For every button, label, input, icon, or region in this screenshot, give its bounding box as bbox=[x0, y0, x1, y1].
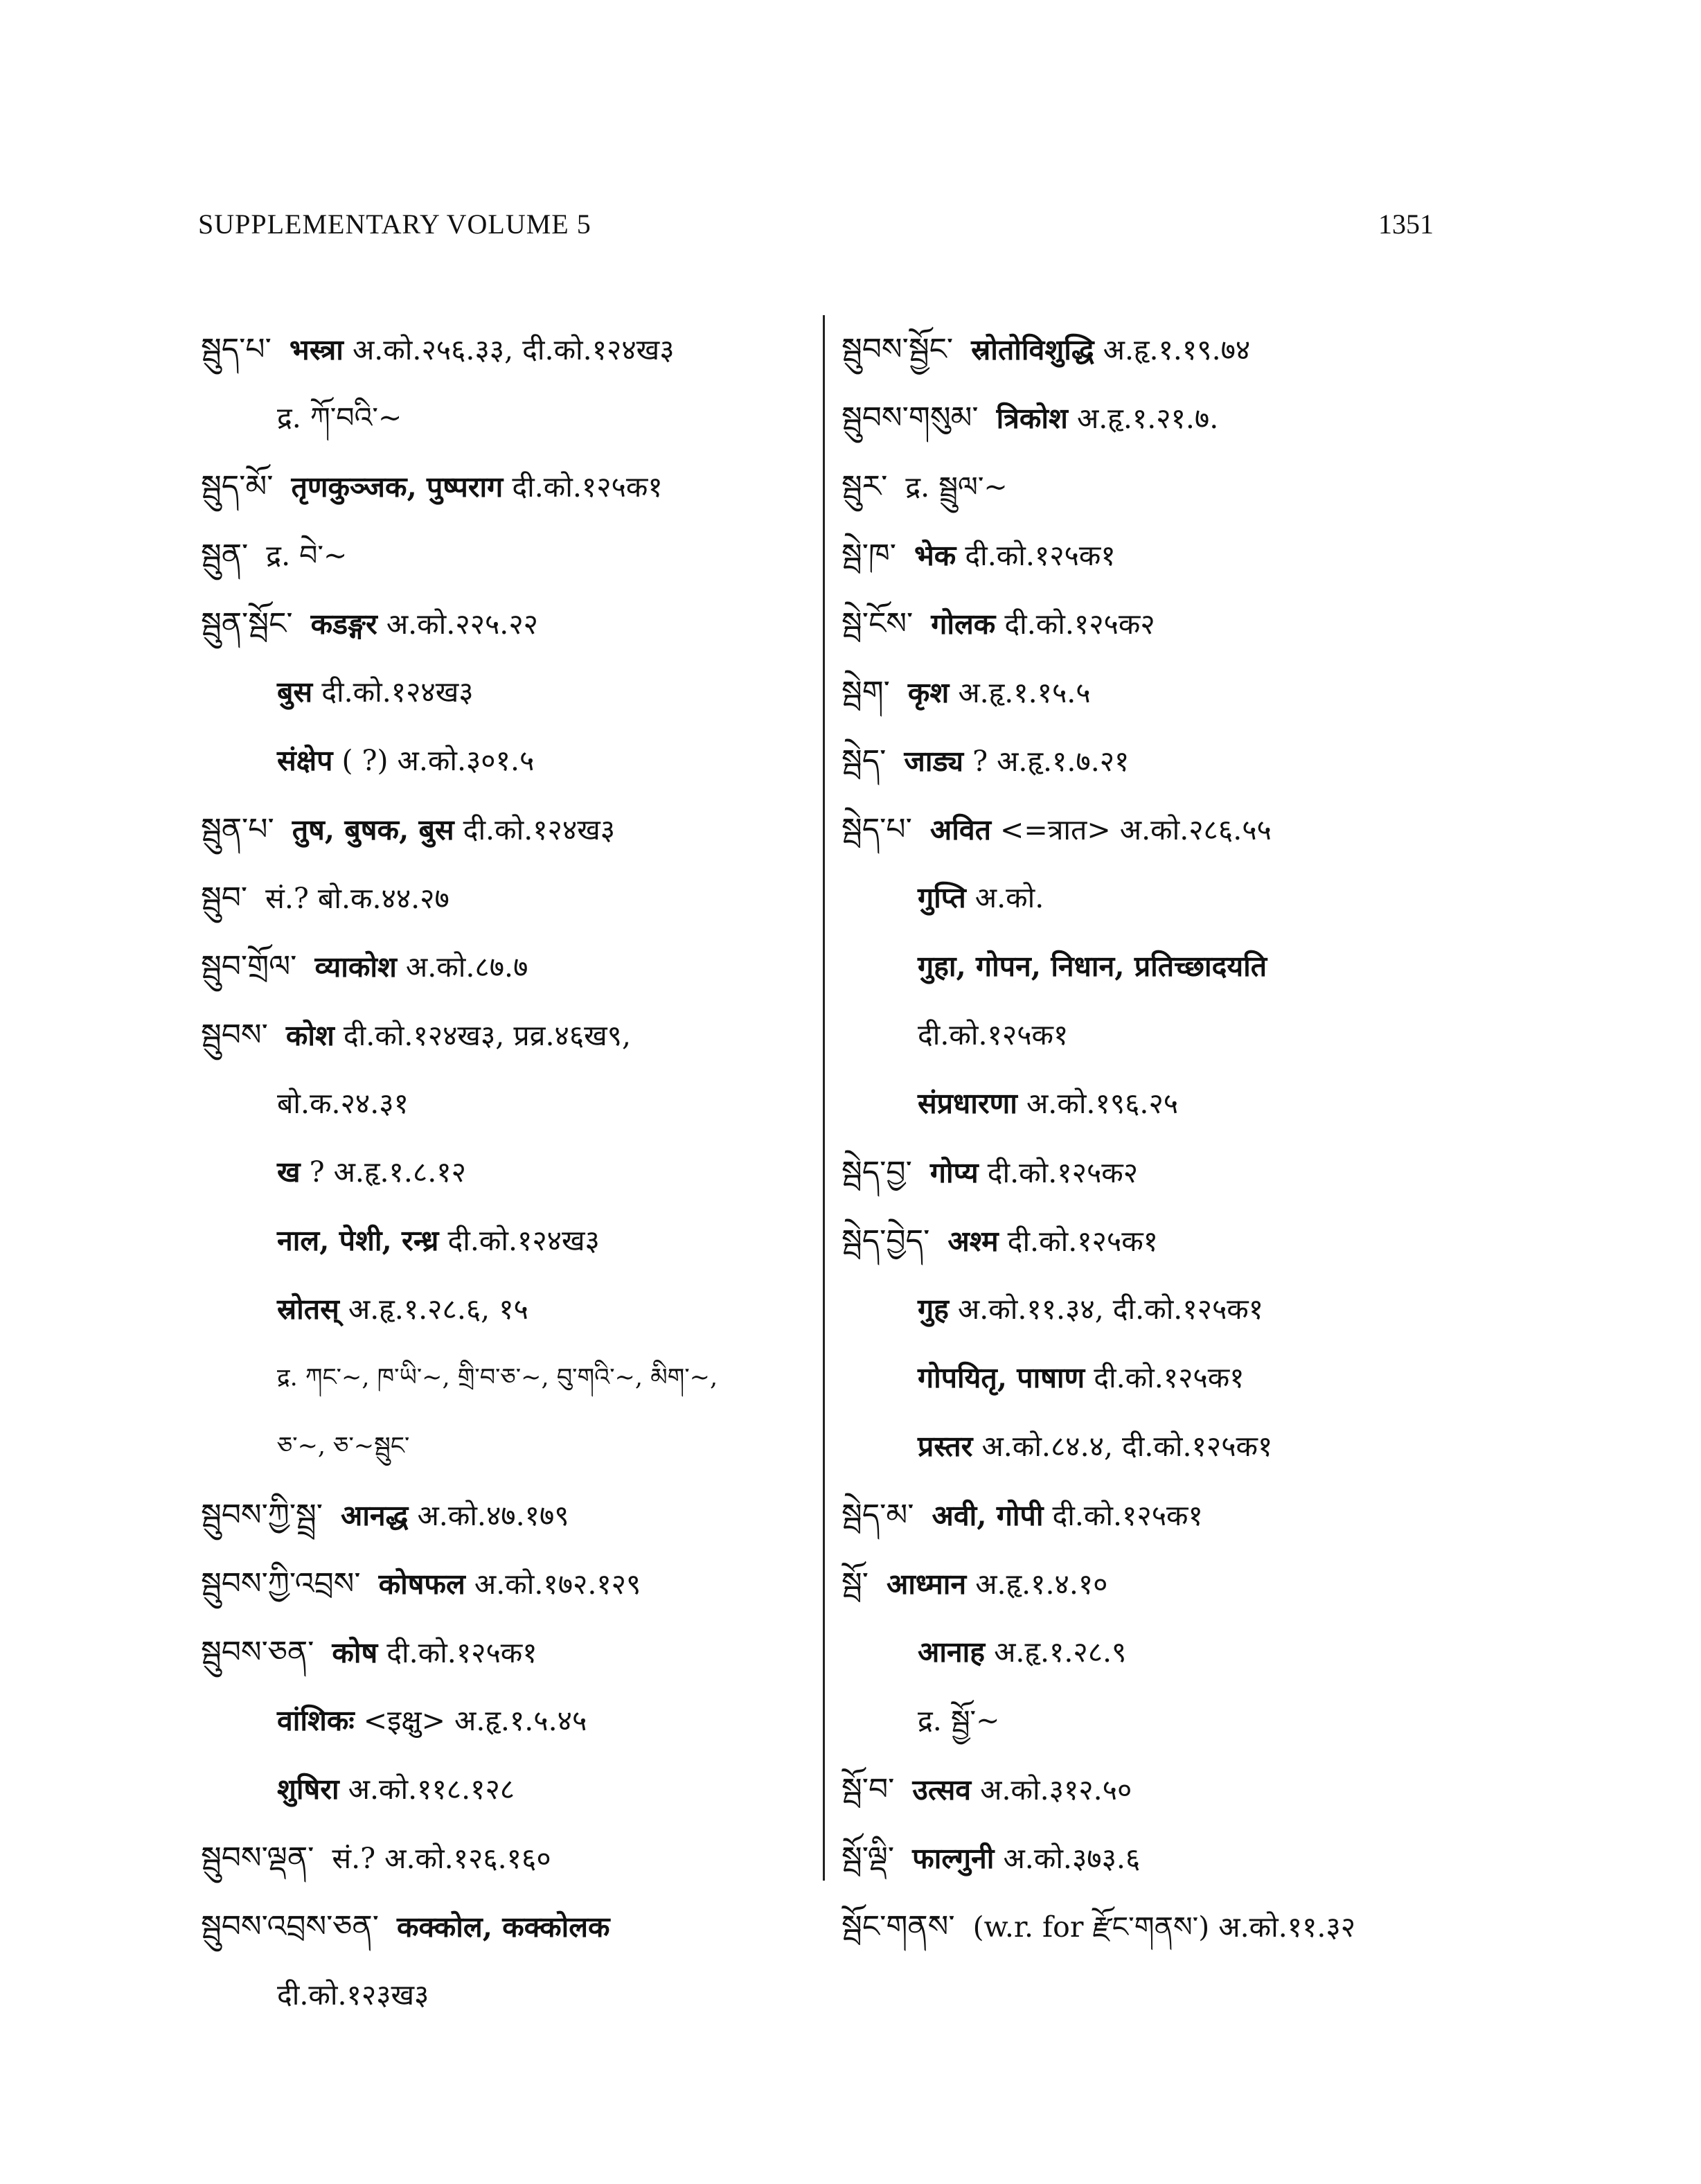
sanskrit-equivalent: संप्रधारणा bbox=[918, 1087, 1017, 1120]
tibetan-headword: སྦུབས་ཀྱི་འབྲས་ bbox=[201, 1566, 361, 1601]
page-number: 1351 bbox=[1378, 208, 1434, 240]
dictionary-entry bbox=[841, 727, 1465, 795]
sanskrit-equivalent: संक्षेप bbox=[277, 744, 333, 777]
source-reference: दी.को.१२५क१ bbox=[1052, 1499, 1203, 1532]
dictionary-subentry bbox=[201, 1687, 810, 1755]
dictionary-entry bbox=[201, 1481, 810, 1550]
tibetan-headword: སྦུབས་ཅན་ bbox=[201, 1635, 314, 1670]
column-divider bbox=[823, 315, 825, 1881]
dictionary-entry bbox=[841, 1138, 1465, 1207]
source-reference: (w.r. for རྫོང་གནས་) अ.को.११.३२ bbox=[972, 1910, 1356, 1944]
dictionary-subentry bbox=[841, 1069, 1465, 1138]
source-reference: ཅ་~, ཅ་~སྦུང་ bbox=[277, 1432, 410, 1460]
dictionary-subentry bbox=[201, 1344, 810, 1412]
source-reference: अ.को.११.३४, दी.को.१२५क१ bbox=[957, 1293, 1264, 1326]
sanskrit-equivalent: भेक bbox=[914, 539, 956, 572]
dictionary-subentry bbox=[841, 932, 1465, 1001]
source-reference: दी.को.१२५क१ bbox=[1094, 1361, 1245, 1394]
source-reference: अ.को.२५६.३३, दी.को.१२४ख३ bbox=[352, 333, 675, 366]
tibetan-headword: སྦེད་པ་ bbox=[841, 812, 912, 847]
sanskrit-equivalent: स्रोतस् bbox=[277, 1293, 339, 1326]
sanskrit-equivalent: स्रोतोविशुद्धि bbox=[971, 333, 1094, 366]
dictionary-entry bbox=[201, 795, 810, 864]
dictionary-subentry bbox=[201, 727, 810, 795]
sanskrit-equivalent: तुष, बुषक, बुस bbox=[292, 813, 454, 846]
left-column bbox=[201, 315, 810, 2030]
sanskrit-equivalent: अवी, गोपी bbox=[932, 1499, 1044, 1532]
source-reference: अ.को.४७.१७९ bbox=[417, 1499, 569, 1532]
tibetan-headword: སྦོ་ལྡི་ bbox=[841, 1840, 895, 1876]
dictionary-entry bbox=[841, 1892, 1465, 1961]
tibetan-headword: སྦེད་བྱེད་ bbox=[841, 1223, 930, 1259]
source-reference: दी.को.१२५क२ bbox=[1004, 607, 1155, 641]
source-reference: दी.को.१२४ख३ bbox=[447, 1224, 600, 1257]
source-reference: अ.को.८७.७ bbox=[405, 950, 528, 984]
page-header-title: SUPPLEMENTARY VOLUME 5 bbox=[198, 208, 591, 240]
tibetan-headword: སྦུབ་ bbox=[201, 880, 248, 916]
source-reference: अ.हृ.१.२८.६, १५ bbox=[348, 1293, 528, 1326]
source-reference: दी.को.१२५क१ bbox=[386, 1636, 537, 1669]
tibetan-headword: སྦུབ་གྲོལ་ bbox=[201, 949, 297, 984]
source-reference: ? अ.हृ.१.७.२१ bbox=[972, 745, 1130, 778]
source-reference: अ.को.३१२.५० bbox=[980, 1773, 1132, 1806]
sanskrit-equivalent: अवित bbox=[929, 813, 991, 846]
dictionary-subentry bbox=[841, 1001, 1465, 1069]
dictionary-entry bbox=[201, 452, 810, 521]
source-reference: अ.को.२२५.२२ bbox=[386, 607, 538, 641]
sanskrit-equivalent: कक्कोल, कक्कोलक bbox=[396, 1910, 610, 1944]
source-reference: ? अ.हृ.१.८.१२ bbox=[309, 1155, 466, 1189]
dictionary-entry bbox=[841, 384, 1465, 452]
sanskrit-equivalent: नाल, पेशी, रन्ध्र bbox=[277, 1224, 439, 1257]
tibetan-headword: སྦེད་མ་ bbox=[841, 1498, 914, 1533]
right-column bbox=[841, 315, 1465, 1961]
sanskrit-equivalent: आध्मान bbox=[886, 1568, 967, 1601]
source-reference: दी.को.१२४ख३ bbox=[463, 813, 616, 846]
sanskrit-equivalent: ख bbox=[277, 1155, 301, 1189]
dictionary-entry bbox=[201, 1618, 810, 1687]
tibetan-headword: སྦུན་པ་ bbox=[201, 812, 274, 847]
dictionary-entry bbox=[201, 521, 810, 589]
tibetan-headword: སྦེད་ bbox=[841, 743, 887, 779]
dictionary-entry bbox=[201, 1824, 810, 1892]
dictionary-entry bbox=[201, 932, 810, 1001]
dictionary-entry bbox=[841, 1481, 1465, 1550]
dictionary-entry bbox=[201, 1001, 810, 1069]
source-reference: अ.को.३७३.६ bbox=[1003, 1842, 1141, 1875]
source-reference: अ.को. bbox=[974, 881, 1044, 914]
dictionary-subentry bbox=[841, 1618, 1465, 1687]
sanskrit-equivalent: गुप्ति bbox=[918, 881, 966, 914]
source-reference: द्र. སྦྲུལ་~ bbox=[905, 470, 1008, 504]
sanskrit-equivalent: वांशिकः bbox=[277, 1704, 355, 1737]
tibetan-headword: སྦེ་ངོས་ bbox=[841, 606, 914, 641]
dictionary-subentry bbox=[841, 1344, 1465, 1412]
sanskrit-equivalent: शुषिरा bbox=[277, 1773, 339, 1806]
dictionary-entry bbox=[841, 658, 1465, 727]
source-reference: दी.को.१२५क१ bbox=[1007, 1225, 1159, 1258]
sanskrit-equivalent: गुह bbox=[918, 1293, 949, 1326]
source-reference: द्र. ཀོ་བའི་~ bbox=[277, 401, 402, 434]
sanskrit-equivalent: तृणकुञ्जक, पुष्पराग bbox=[291, 470, 504, 504]
dictionary-subentry bbox=[841, 1275, 1465, 1344]
dictionary-entry bbox=[841, 795, 1465, 864]
dictionary-entry bbox=[841, 452, 1465, 521]
dictionary-entry bbox=[201, 1892, 810, 1961]
tibetan-headword: སྦུད་པ་ bbox=[201, 332, 271, 367]
dictionary-entry bbox=[841, 1207, 1465, 1275]
source-reference: अ.को.११८.१२८ bbox=[348, 1773, 515, 1806]
sanskrit-equivalent: कृश bbox=[907, 676, 950, 709]
source-reference: सं.? बो.क.४४.२७ bbox=[265, 882, 449, 915]
source-reference: दी.को.१२५क१ bbox=[512, 470, 663, 504]
sanskrit-equivalent: गोपयितृ, पाषाण bbox=[918, 1361, 1085, 1394]
source-reference: दी.को.१२५क१ bbox=[965, 539, 1116, 572]
source-reference: ( ?) अ.को.३०१.५ bbox=[341, 744, 535, 777]
dictionary-subentry bbox=[841, 1412, 1465, 1481]
dictionary-subentry bbox=[841, 864, 1465, 932]
dictionary-subentry bbox=[201, 1412, 810, 1481]
dictionary-entry bbox=[841, 1550, 1465, 1618]
source-reference: अ.हृ.१.१९.७४ bbox=[1103, 333, 1251, 366]
dictionary-subentry bbox=[201, 1755, 810, 1824]
tibetan-headword: སྦུབས་སྦྱོང་ bbox=[841, 332, 954, 367]
dictionary-entry bbox=[841, 1824, 1465, 1892]
source-reference: दी.को.१२४ख३ bbox=[321, 675, 474, 709]
source-reference: अ.को.१९६.२५ bbox=[1026, 1087, 1179, 1120]
source-reference: बो.क.२४.३१ bbox=[277, 1087, 409, 1120]
dictionary-subentry bbox=[201, 1275, 810, 1344]
dictionary-subentry bbox=[201, 1961, 810, 2030]
source-reference: द्र. སྦྱོ་~ bbox=[918, 1704, 1000, 1737]
dictionary-entry bbox=[841, 1755, 1465, 1824]
sanskrit-equivalent: उत्सव bbox=[912, 1773, 972, 1806]
dictionary-entry bbox=[201, 864, 810, 932]
sanskrit-equivalent: प्रस्तर bbox=[918, 1430, 973, 1463]
tibetan-headword: སྦུབས་ལྡན་ bbox=[201, 1840, 314, 1876]
tibetan-headword: སྦེ་ཁ་ bbox=[841, 538, 896, 573]
tibetan-headword: སྦུར་ bbox=[841, 469, 888, 504]
sanskrit-equivalent: जाड्य bbox=[904, 745, 964, 778]
tibetan-headword: སྦུན་སྦོང་ bbox=[201, 606, 293, 641]
sanskrit-equivalent: गोप्य bbox=[929, 1156, 979, 1189]
dictionary-subentry bbox=[201, 658, 810, 727]
tibetan-headword: སྦེག་ bbox=[841, 675, 890, 710]
tibetan-headword: སྦུད་མོ་ bbox=[201, 469, 274, 504]
source-reference: द्र. བེ་~ bbox=[266, 539, 348, 572]
sanskrit-equivalent: कोश bbox=[285, 1019, 335, 1052]
sanskrit-equivalent: त्रिकोश bbox=[996, 402, 1068, 435]
sanskrit-equivalent: बुस bbox=[277, 675, 313, 709]
dictionary-entry bbox=[201, 315, 810, 384]
dictionary-subentry bbox=[201, 1207, 810, 1275]
source-reference: अ.हृ.१.४.१० bbox=[975, 1568, 1108, 1601]
tibetan-headword: སྦོ་ bbox=[841, 1566, 869, 1601]
source-reference: <=त्रात> अ.को.२८६.५५ bbox=[1000, 813, 1272, 846]
source-reference: दी.को.१२५क१ bbox=[918, 1018, 1069, 1051]
tibetan-headword: སྦུབས་ bbox=[201, 1018, 268, 1053]
tibetan-headword: སྦུབས་འབྲས་ཅན་ bbox=[201, 1909, 379, 1944]
sanskrit-equivalent: फाल्गुनी bbox=[912, 1842, 995, 1875]
sanskrit-equivalent: अश्म bbox=[947, 1225, 999, 1258]
sanskrit-equivalent: कडङ्गर bbox=[310, 607, 377, 641]
source-reference: <इक्षु> अ.हृ.१.५.४५ bbox=[363, 1704, 587, 1737]
sanskrit-equivalent: भस्त्रा bbox=[289, 333, 344, 366]
source-reference: अ.हृ.१.२१.७. bbox=[1076, 402, 1219, 435]
source-reference: सं.? अ.को.१२६.१६० bbox=[332, 1842, 551, 1875]
dictionary-entry bbox=[841, 521, 1465, 589]
tibetan-headword: སྦེད་བྱ་ bbox=[841, 1155, 912, 1190]
source-reference: अ.हृ.१.२८.९ bbox=[994, 1635, 1127, 1669]
tibetan-headword: སྦོང་གནས་ bbox=[841, 1909, 955, 1944]
dictionary-entry bbox=[841, 315, 1465, 384]
source-reference: दी.को.१२५क२ bbox=[987, 1156, 1139, 1189]
sanskrit-equivalent: कोषफल bbox=[378, 1568, 465, 1601]
source-reference: अ.को.८४.४, दी.को.१२५क१ bbox=[981, 1430, 1273, 1463]
sanskrit-equivalent: आनाह bbox=[918, 1635, 986, 1669]
dictionary-subentry bbox=[201, 1069, 810, 1138]
tibetan-headword: སྦུན་ bbox=[201, 538, 249, 573]
source-reference: दी.को.१२३ख३ bbox=[277, 1978, 429, 2012]
dictionary-subentry bbox=[201, 1138, 810, 1207]
sanskrit-equivalent: कोष bbox=[332, 1636, 378, 1669]
dictionary-entry bbox=[201, 1550, 810, 1618]
sanskrit-equivalent: व्याकोश bbox=[314, 950, 397, 984]
tibetan-headword: སྦུབས་ཀྱི་སྦྲ་ bbox=[201, 1498, 323, 1533]
tibetan-headword: སྦུབས་གསུམ་ bbox=[841, 400, 979, 436]
dictionary-entry bbox=[201, 589, 810, 658]
sanskrit-equivalent: गोलक bbox=[931, 607, 996, 641]
sanskrit-equivalent: आनद्ध bbox=[341, 1499, 409, 1532]
dictionary-subentry bbox=[201, 384, 810, 452]
source-reference: द्र. ཀང་~, ཁ་ཡི་~, གྲི་བ་ཅ་~, བུ་གའི་~, མིག་~, bbox=[277, 1364, 718, 1392]
source-reference: अ.हृ.१.१५.५ bbox=[958, 676, 1091, 709]
tibetan-headword: སྦོ་བ་ bbox=[841, 1772, 895, 1807]
source-reference: अ.को.१७२.१२९ bbox=[474, 1568, 641, 1601]
dictionary-subentry bbox=[841, 1687, 1465, 1755]
source-reference: दी.को.१२४ख३, प्रव्र.४६ख९, bbox=[343, 1019, 632, 1052]
sanskrit-equivalent: गुहा, गोपन, निधान, प्रतिच्छादयति bbox=[918, 950, 1267, 983]
dictionary-entry bbox=[841, 589, 1465, 658]
